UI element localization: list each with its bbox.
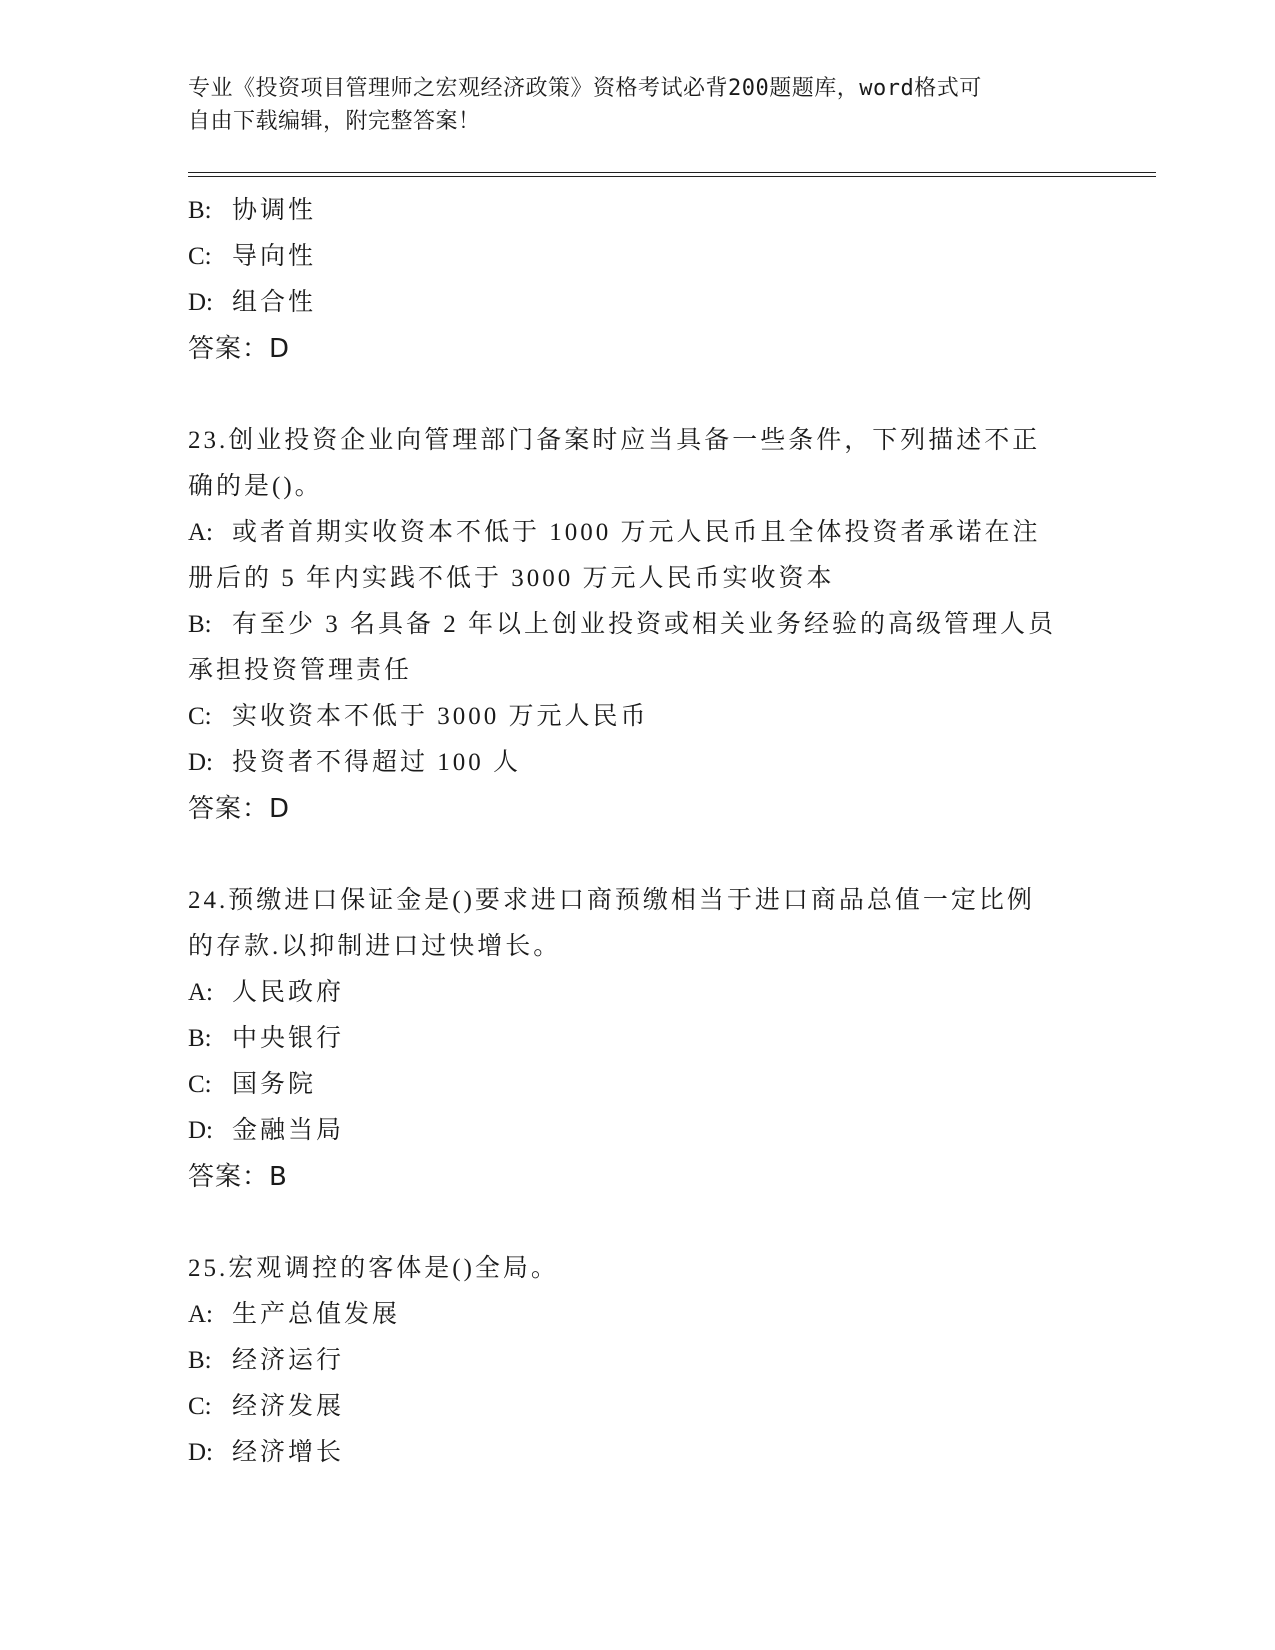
spacer	[188, 372, 1088, 418]
option-d: D: 经济增长	[188, 1439, 345, 1466]
option-c: C: 经济发展	[188, 1393, 345, 1420]
question-25	[188, 1246, 1088, 1476]
option-b-continued: 承担投资管理责任	[188, 657, 413, 684]
question-stem: 24.预缴进口保证金是()要求进口商预缴相当于进口商品总值一定比例	[188, 887, 1035, 914]
question-22-continuation	[188, 188, 1088, 372]
option-a: A: 人民政府	[188, 979, 345, 1006]
answer-line: 答案：D	[188, 794, 291, 824]
header-line-2: 自由下载编辑，附完整答案！	[188, 109, 481, 134]
option-c: C: 国务院	[188, 1071, 317, 1098]
option-d: D: 组合性	[188, 289, 317, 316]
option-b: B: 协调性	[188, 197, 317, 224]
document-header	[188, 72, 1088, 138]
question-content	[188, 188, 1088, 1476]
answer-line: 答案：B	[188, 1162, 288, 1192]
question-24	[188, 878, 1088, 1200]
option-a: A: 或者首期实收资本不低于 1000 万元人民币且全体投资者承诺在注	[188, 519, 1041, 546]
question-stem: 25.宏观调控的客体是()全局。	[188, 1255, 559, 1282]
option-a-continued: 册后的 5 年内实践不低于 3000 万元人民币实收资本	[188, 565, 835, 592]
header-line-1: 专业《投资项目管理师之宏观经济政策》资格考试必背200题题库，word格式可	[188, 76, 982, 101]
option-d: D: 金融当局	[188, 1117, 345, 1144]
question-stem: 23.创业投资企业向管理部门备案时应当具备一些条件，下列描述不正	[188, 427, 1041, 454]
answer-line: 答案：D	[188, 334, 291, 364]
question-23	[188, 418, 1088, 832]
spacer	[188, 1200, 1088, 1246]
option-c: C: 导向性	[188, 243, 317, 270]
header-rule-bottom	[188, 176, 1156, 177]
option-d: D: 投资者不得超过 100 人	[188, 749, 522, 776]
option-a: A: 生产总值发展	[188, 1301, 401, 1328]
question-stem: 的存款.以抑制进口过快增长。	[188, 933, 562, 960]
option-c: C: 实收资本不低于 3000 万元人民币	[188, 703, 649, 730]
question-stem: 确的是()。	[188, 473, 323, 500]
option-b: B: 有至少 3 名具备 2 年以上创业投资或相关业务经验的高级管理人员	[188, 611, 1057, 638]
option-b: B: 中央银行	[188, 1025, 345, 1052]
header-rule-top	[188, 172, 1156, 173]
option-b: B: 经济运行	[188, 1347, 345, 1374]
spacer	[188, 832, 1088, 878]
